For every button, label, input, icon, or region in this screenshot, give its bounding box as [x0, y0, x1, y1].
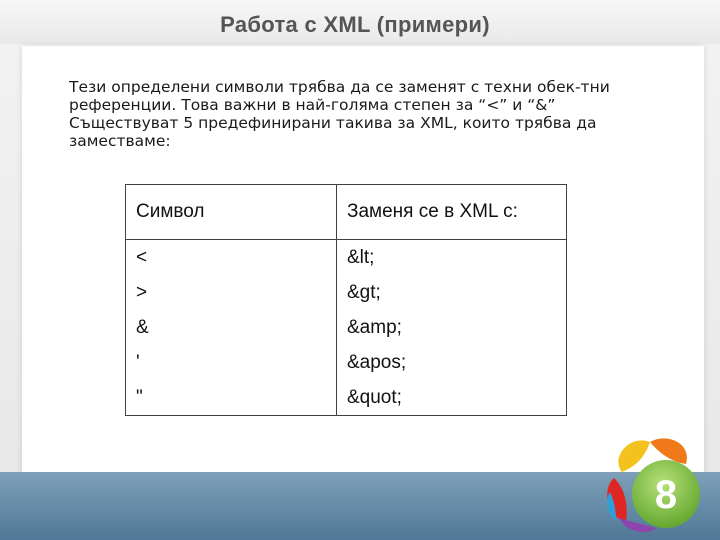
intro-line-4: заместваме:	[69, 132, 171, 150]
table-row	[126, 240, 567, 276]
header-replacement: Заменя се в XML с:	[337, 185, 567, 240]
logo-number: 8	[654, 473, 678, 517]
entity-cell: &gt;	[347, 281, 381, 303]
intro-line-1: Тези определени символи трябва да се заменят с техни обек-тни	[69, 78, 610, 96]
symbol-cell: '	[126, 345, 337, 380]
windows-8-logo-icon	[600, 432, 710, 536]
intro-line-3: Съществуват 5 предефинирани такива за XML, които трябва да	[69, 114, 597, 132]
entity-cell: &quot;	[347, 386, 402, 408]
slide-title: Работа с XML (примери)	[220, 12, 490, 37]
table-header-row	[126, 185, 567, 240]
symbol-cell: >	[126, 275, 337, 310]
symbol-cell: &	[126, 310, 337, 345]
entity-cell: &apos;	[347, 351, 407, 373]
symbol-cell: <	[126, 240, 337, 276]
intro-paragraph	[69, 78, 629, 150]
intro-line-2: референции. Това важни в най-голяма степен за “<” и “&”	[69, 96, 556, 114]
table-row	[126, 345, 567, 380]
table-row	[126, 310, 567, 345]
header-symbol: Символ	[126, 185, 337, 240]
table-row	[126, 275, 567, 310]
table-row	[126, 380, 567, 416]
entity-table	[125, 184, 567, 416]
entity-cell: &lt;	[347, 246, 375, 268]
symbol-cell: "	[126, 380, 337, 416]
entity-cell: &amp;	[347, 316, 402, 338]
